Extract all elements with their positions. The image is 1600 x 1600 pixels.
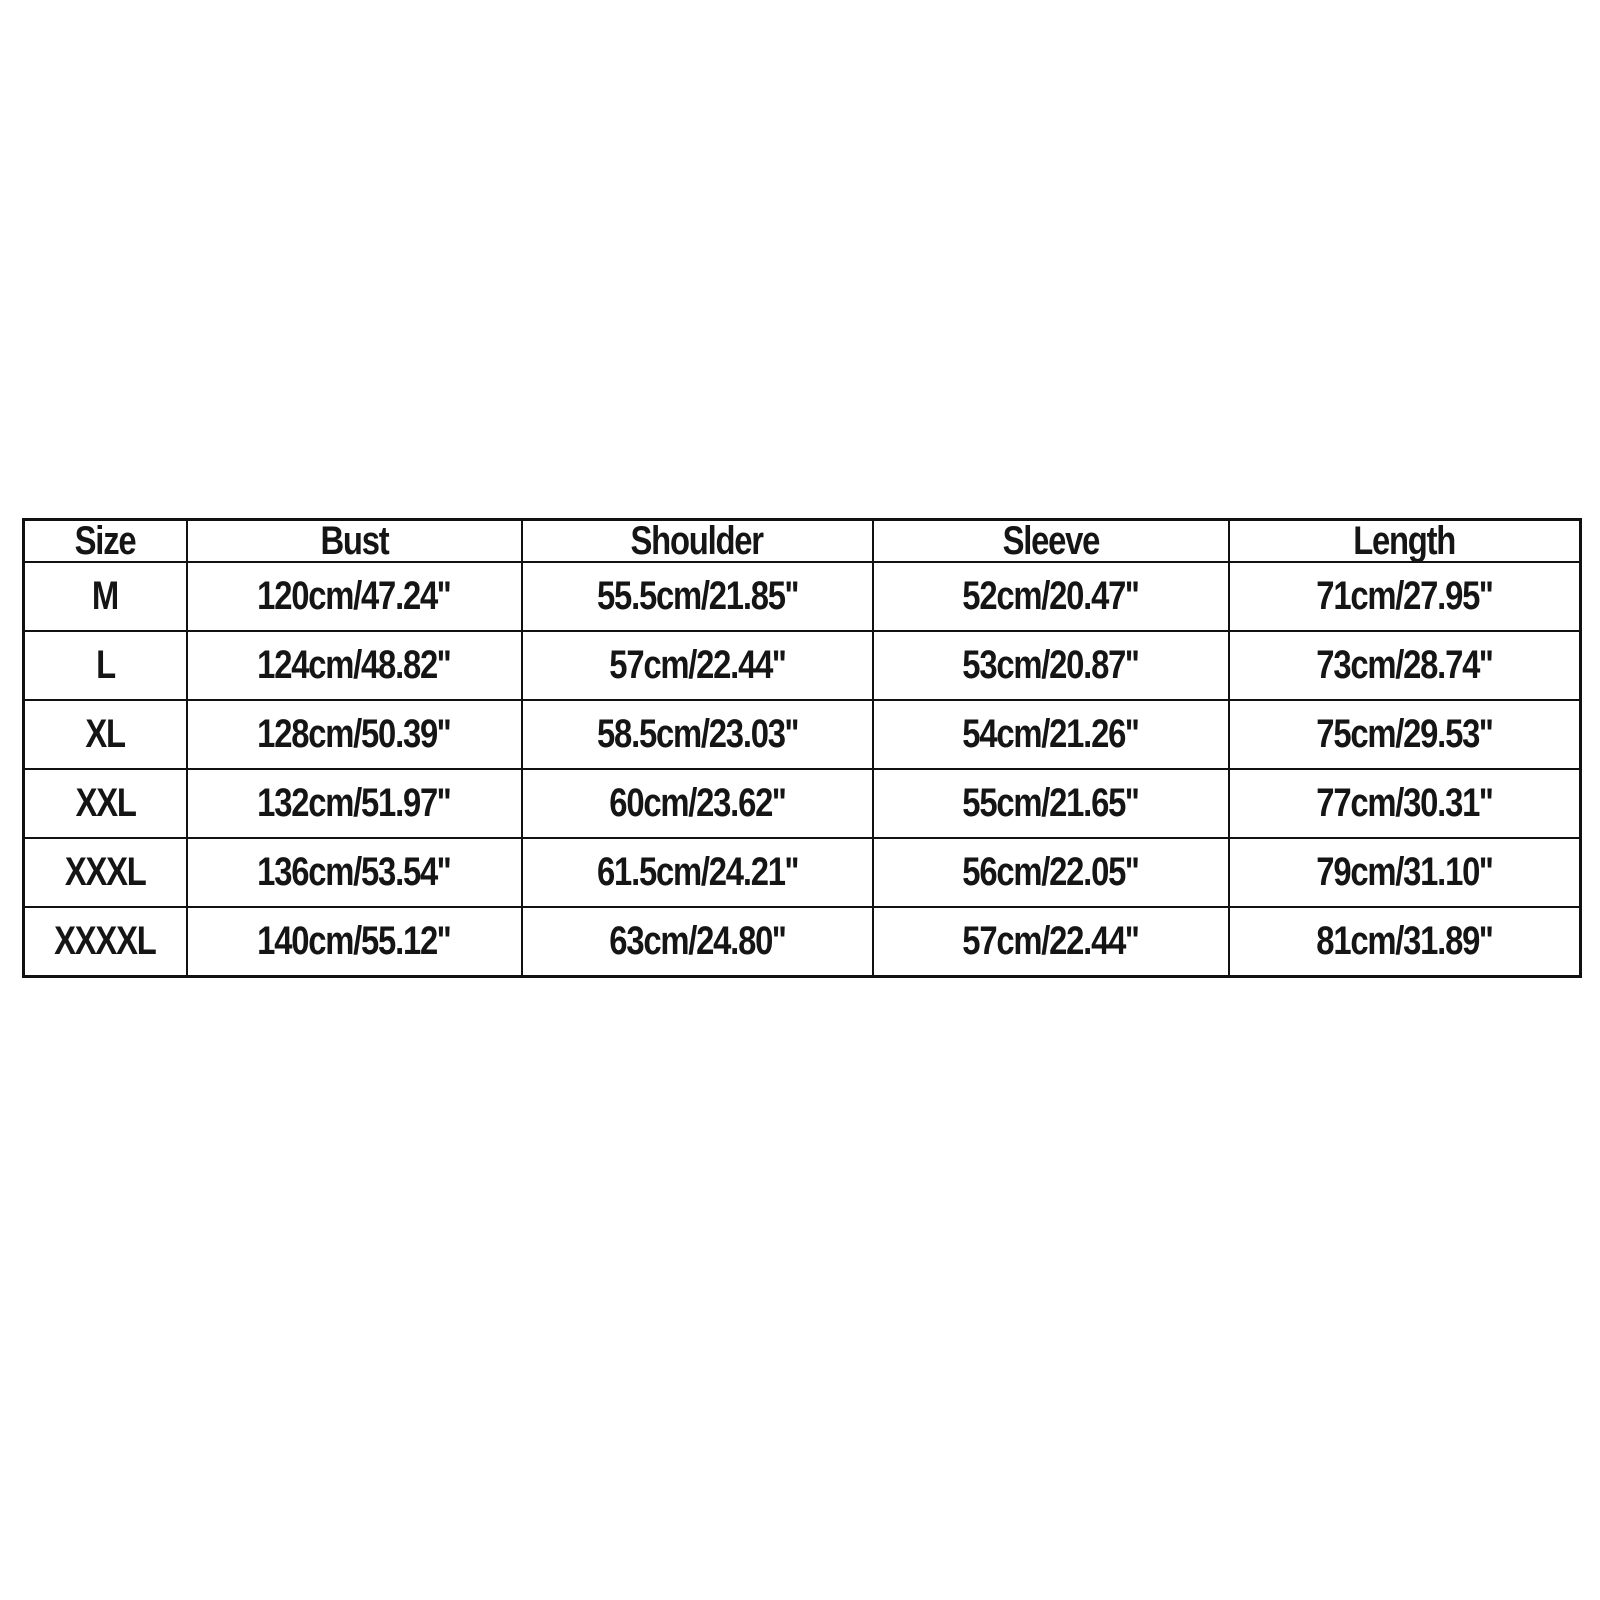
cell-size: L xyxy=(24,631,187,700)
cell-length: 79cm/31.10'' xyxy=(1229,838,1581,907)
cell-sleeve: 52cm/20.47'' xyxy=(873,562,1229,631)
size-chart-table xyxy=(22,518,1582,978)
table-row xyxy=(24,562,1581,631)
table-header-row xyxy=(24,520,1581,563)
cell-length: 75cm/29.53'' xyxy=(1229,700,1581,769)
cell-bust: 132cm/51.97'' xyxy=(187,769,522,838)
cell-length: 81cm/31.89'' xyxy=(1229,907,1581,977)
cell-sleeve: 53cm/20.87'' xyxy=(873,631,1229,700)
cell-bust: 120cm/47.24'' xyxy=(187,562,522,631)
cell-length: 77cm/30.31'' xyxy=(1229,769,1581,838)
table-row xyxy=(24,907,1581,977)
cell-shoulder: 60cm/23.62'' xyxy=(522,769,873,838)
cell-size: XXL xyxy=(24,769,187,838)
cell-bust: 136cm/53.54'' xyxy=(187,838,522,907)
cell-sleeve: 56cm/22.05'' xyxy=(873,838,1229,907)
cell-bust: 124cm/48.82'' xyxy=(187,631,522,700)
header-length: Length xyxy=(1229,520,1581,563)
cell-size: XXXXL xyxy=(24,907,187,977)
cell-shoulder: 58.5cm/23.03'' xyxy=(522,700,873,769)
table-row xyxy=(24,769,1581,838)
cell-length: 73cm/28.74'' xyxy=(1229,631,1581,700)
header-size: Size xyxy=(24,520,187,563)
table-row xyxy=(24,631,1581,700)
header-bust: Bust xyxy=(187,520,522,563)
header-shoulder: Shoulder xyxy=(522,520,873,563)
cell-size: XL xyxy=(24,700,187,769)
cell-bust: 128cm/50.39'' xyxy=(187,700,522,769)
header-sleeve: Sleeve xyxy=(873,520,1229,563)
cell-length: 71cm/27.95'' xyxy=(1229,562,1581,631)
cell-sleeve: 54cm/21.26'' xyxy=(873,700,1229,769)
cell-size: M xyxy=(24,562,187,631)
cell-bust: 140cm/55.12'' xyxy=(187,907,522,977)
table-row xyxy=(24,838,1581,907)
cell-sleeve: 57cm/22.44'' xyxy=(873,907,1229,977)
cell-size: XXXL xyxy=(24,838,187,907)
cell-shoulder: 61.5cm/24.21'' xyxy=(522,838,873,907)
cell-shoulder: 63cm/24.80'' xyxy=(522,907,873,977)
cell-shoulder: 57cm/22.44'' xyxy=(522,631,873,700)
cell-shoulder: 55.5cm/21.85'' xyxy=(522,562,873,631)
table-row xyxy=(24,700,1581,769)
cell-sleeve: 55cm/21.65'' xyxy=(873,769,1229,838)
